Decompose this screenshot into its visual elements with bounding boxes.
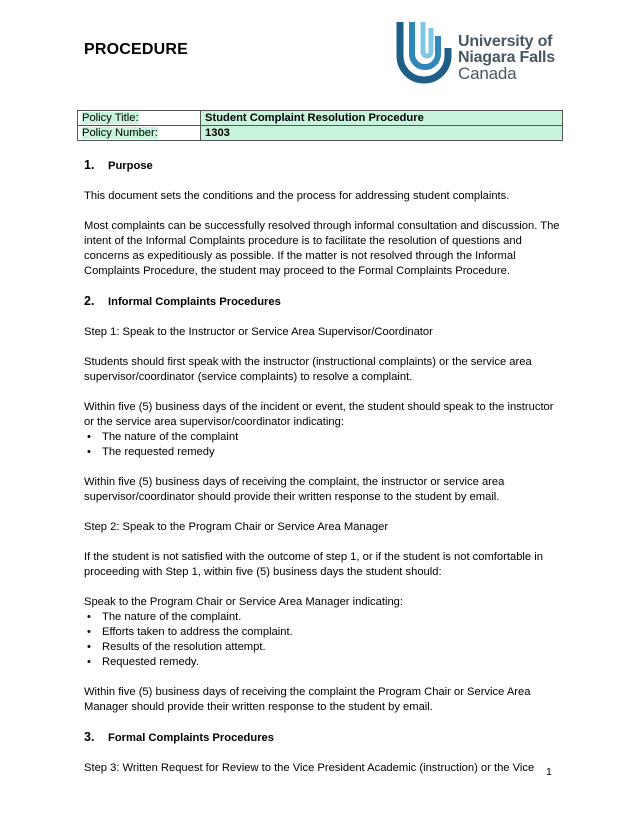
page-title: PROCEDURE bbox=[84, 41, 189, 58]
policy-title-value: Student Complaint Resolution Procedure bbox=[201, 111, 563, 126]
paragraph: Within five (5) business days of receiving the complaint, the instructor or service area supervisor/coordinator should provide their written response to the student by email. bbox=[84, 476, 505, 503]
list-item: • Requested remedy. bbox=[84, 655, 564, 670]
logo-wordmark bbox=[458, 34, 555, 82]
policy-info-table bbox=[77, 110, 563, 141]
paragraph: Speak to the Program Chair or Service Area Manager indicating: bbox=[84, 596, 404, 608]
bullet-list bbox=[84, 610, 564, 670]
policy-number-value: 1303 bbox=[201, 126, 563, 141]
list-item: • The requested remedy bbox=[84, 445, 564, 460]
paragraph: If the student is not satisfied with the outcome of step 1, or if the student is not comfortable in proceeding with Step 1, within five (5) business days the student should: bbox=[84, 551, 543, 578]
list-item: • Efforts taken to address the complaint. bbox=[84, 625, 564, 640]
step-heading: Step 3: Written Request for Review to the Vice President Academic (instruction) or the Vice bbox=[84, 762, 535, 774]
paragraph: This document sets the conditions and the process for addressing student complaints. bbox=[84, 190, 510, 202]
paragraph: Students should first speak with the instructor (instructional complaints) or the service area supervisor/coordinator (service complaints) to resolve a complaint. bbox=[84, 356, 532, 383]
list-item: • The nature of the complaint. bbox=[84, 610, 564, 625]
paragraph: Within five (5) business days of receiving the complaint the Program Chair or Service Area Manager should provide their written response to the student by email. bbox=[84, 686, 531, 713]
policy-number-row bbox=[78, 126, 563, 141]
university-logo bbox=[396, 22, 566, 84]
document-body bbox=[84, 158, 564, 776]
section-number: 1. bbox=[84, 158, 95, 172]
policy-number-label-cell bbox=[78, 126, 201, 141]
page-number: 1 bbox=[546, 766, 552, 778]
policy-title-label: Policy Title: bbox=[82, 112, 139, 124]
step-heading: Step 2: Speak to the Program Chair or Service Area Manager bbox=[84, 521, 389, 533]
section-number: 2. bbox=[84, 294, 95, 308]
section-heading-purpose bbox=[84, 158, 564, 174]
policy-title-row bbox=[78, 111, 563, 126]
paragraph: Within five (5) business days of the incident or event, the student should speak to the instructor or the service area supervisor/coordinator indicating: bbox=[84, 401, 554, 428]
list-item: • Results of the resolution attempt. bbox=[84, 640, 564, 655]
paragraph: Most complaints can be successfully resolved through informal consultation and discussion. The intent of the Informal Complaints procedure is to facilitate the resolution of questions and concerns as expeditiously as possible. If the matter is not resolved through the Informal Complaints Procedure, the student may proceed to the Formal Complaints Procedure. bbox=[84, 220, 560, 277]
logo-mark-icon bbox=[396, 22, 454, 84]
section-heading-informal bbox=[84, 294, 564, 310]
section-title: Purpose bbox=[108, 160, 153, 172]
logo-line-3: Canada bbox=[458, 64, 517, 83]
step-heading: Step 1: Speak to the Instructor or Service Area Supervisor/Coordinator bbox=[84, 326, 433, 338]
logo-line-1: University of bbox=[458, 33, 553, 50]
section-title: Formal Complaints Procedures bbox=[108, 732, 274, 744]
policy-number-label: Policy Number: bbox=[82, 127, 158, 139]
logo-line-2: Niagara Falls bbox=[458, 49, 556, 66]
list-item: • The nature of the complaint bbox=[84, 430, 564, 445]
section-title: Informal Complaints Procedures bbox=[108, 296, 281, 308]
section-number: 3. bbox=[84, 730, 95, 744]
bullet-list bbox=[84, 430, 564, 460]
policy-title-label-cell bbox=[78, 111, 201, 126]
section-heading-formal bbox=[84, 730, 564, 746]
